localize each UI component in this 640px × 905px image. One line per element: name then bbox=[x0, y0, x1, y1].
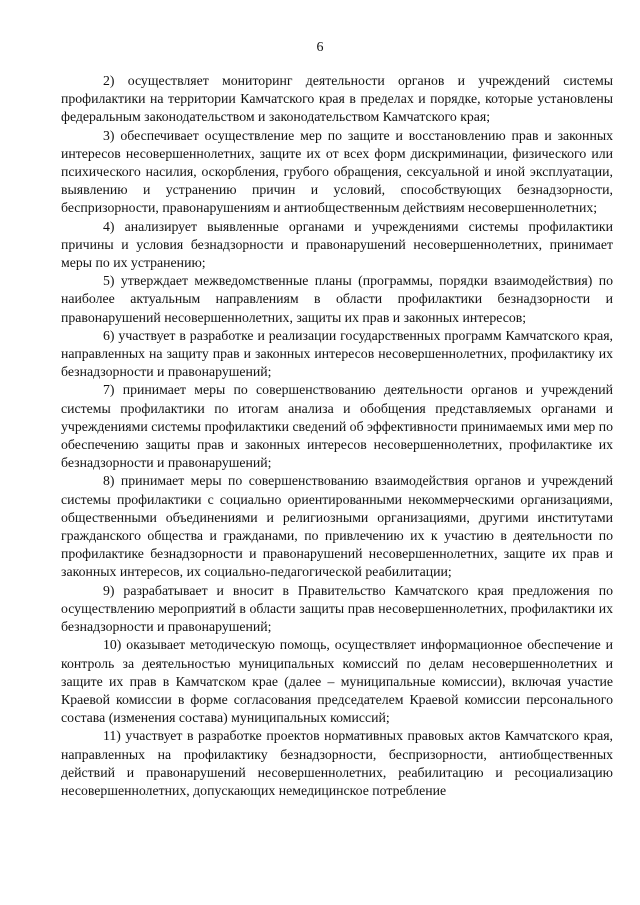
paragraph-item-3: 3) обеспечивает осуществление мер по защите и восстановлению прав и законных интересов несовершеннолетних, защите их от всех форм дискриминации, физического или психического насилия, оскорбления, грубого обращения, сексуальной и иной эксплуатации, выявлению и устранению причин и условий, способствующих безнадзорности, беспризорности, правонарушениям и антиобщественным действиям несовершеннолетних; bbox=[61, 127, 613, 216]
paragraph-item-5: 5) утверждает межведомственные планы (программы, порядки взаимодействия) по наиболее актуальным направлениям в области профилактики безнадзорности и правонарушений несовершеннолетних, защиты их прав и законных интересов; bbox=[61, 273, 613, 325]
paragraph-item-4: 4) анализирует выявленные органами и учреждениями системы профилактики причины и условия безнадзорности и правонарушений несовершеннолетних, принимает меры по их устранению; bbox=[61, 218, 613, 271]
paragraph-item-6: 6) участвует в разработке и реализации государственных программ Камчатского края, направленных на защиту прав и законных интересов несовершеннолетних, профилактику их безнадзорности и правонарушений; bbox=[61, 327, 613, 380]
paragraph-item-10: 10) оказывает методическую помощь, осуществляет информационное обеспечение и контроль за деятельностью муниципальных комиссий по делам несовершеннолетних и защите их прав в Камчатском крае (далее – муниципальные комиссии), включая участие Краевой комиссии в форме согласования председателем Краевой комиссии персонального состава (изменения состава) муниципальных комиссий; bbox=[61, 637, 613, 726]
paragraph-item-2: 2) осуществляет мониторинг деятельности органов и учреждений системы профилактики на территории Камчатского края в пределах и порядке, которые установлены федеральным законодательством и законодательством Камчатского края; bbox=[61, 73, 613, 125]
document-body bbox=[61, 72, 613, 800]
paragraph-item-9: 9) разрабатывает и вносит в Правительство Камчатского края предложения по осуществлению мероприятий в области защиты прав несовершеннолетних, профилактики их безнадзорности и правонарушений; bbox=[61, 582, 613, 635]
page-number: 6 bbox=[316, 40, 324, 55]
paragraph-item-11: 11) участвует в разработке проектов нормативных правовых актов Камчатского края, направленных на профилактику безнадзорности, беспризорности, антиобщественных действий и правонарушений несовершеннолетних, реабилитацию и ресоциализацию несовершеннолетних, допускающих немедицинское потребление bbox=[61, 728, 613, 798]
paragraph-item-7: 7) принимает меры по совершенствованию деятельности органов и учреждений системы профилактики по итогам анализа и обобщения представляемых органами и учреждениями системы профилактики сведений об эффективности принимаемых ими мер по обеспечению защиты прав и законных интересов несовершеннолетних, профилактике их безнадзорности и правонарушений; bbox=[61, 382, 613, 471]
paragraph-item-8: 8) принимает меры по совершенствованию взаимодействия органов и учреждений системы профилактики с социально ориентированными некоммерческими организациями, общественными объединениями и религиозными организациями, другими институтами гражданского общества и гражданами, по привлечению их к участию в деятельности по профилактике безнадзорности и правонарушений несовершеннолетних, защите их прав и законных интересов, их социально-педагогической реабилитации; bbox=[61, 473, 613, 580]
